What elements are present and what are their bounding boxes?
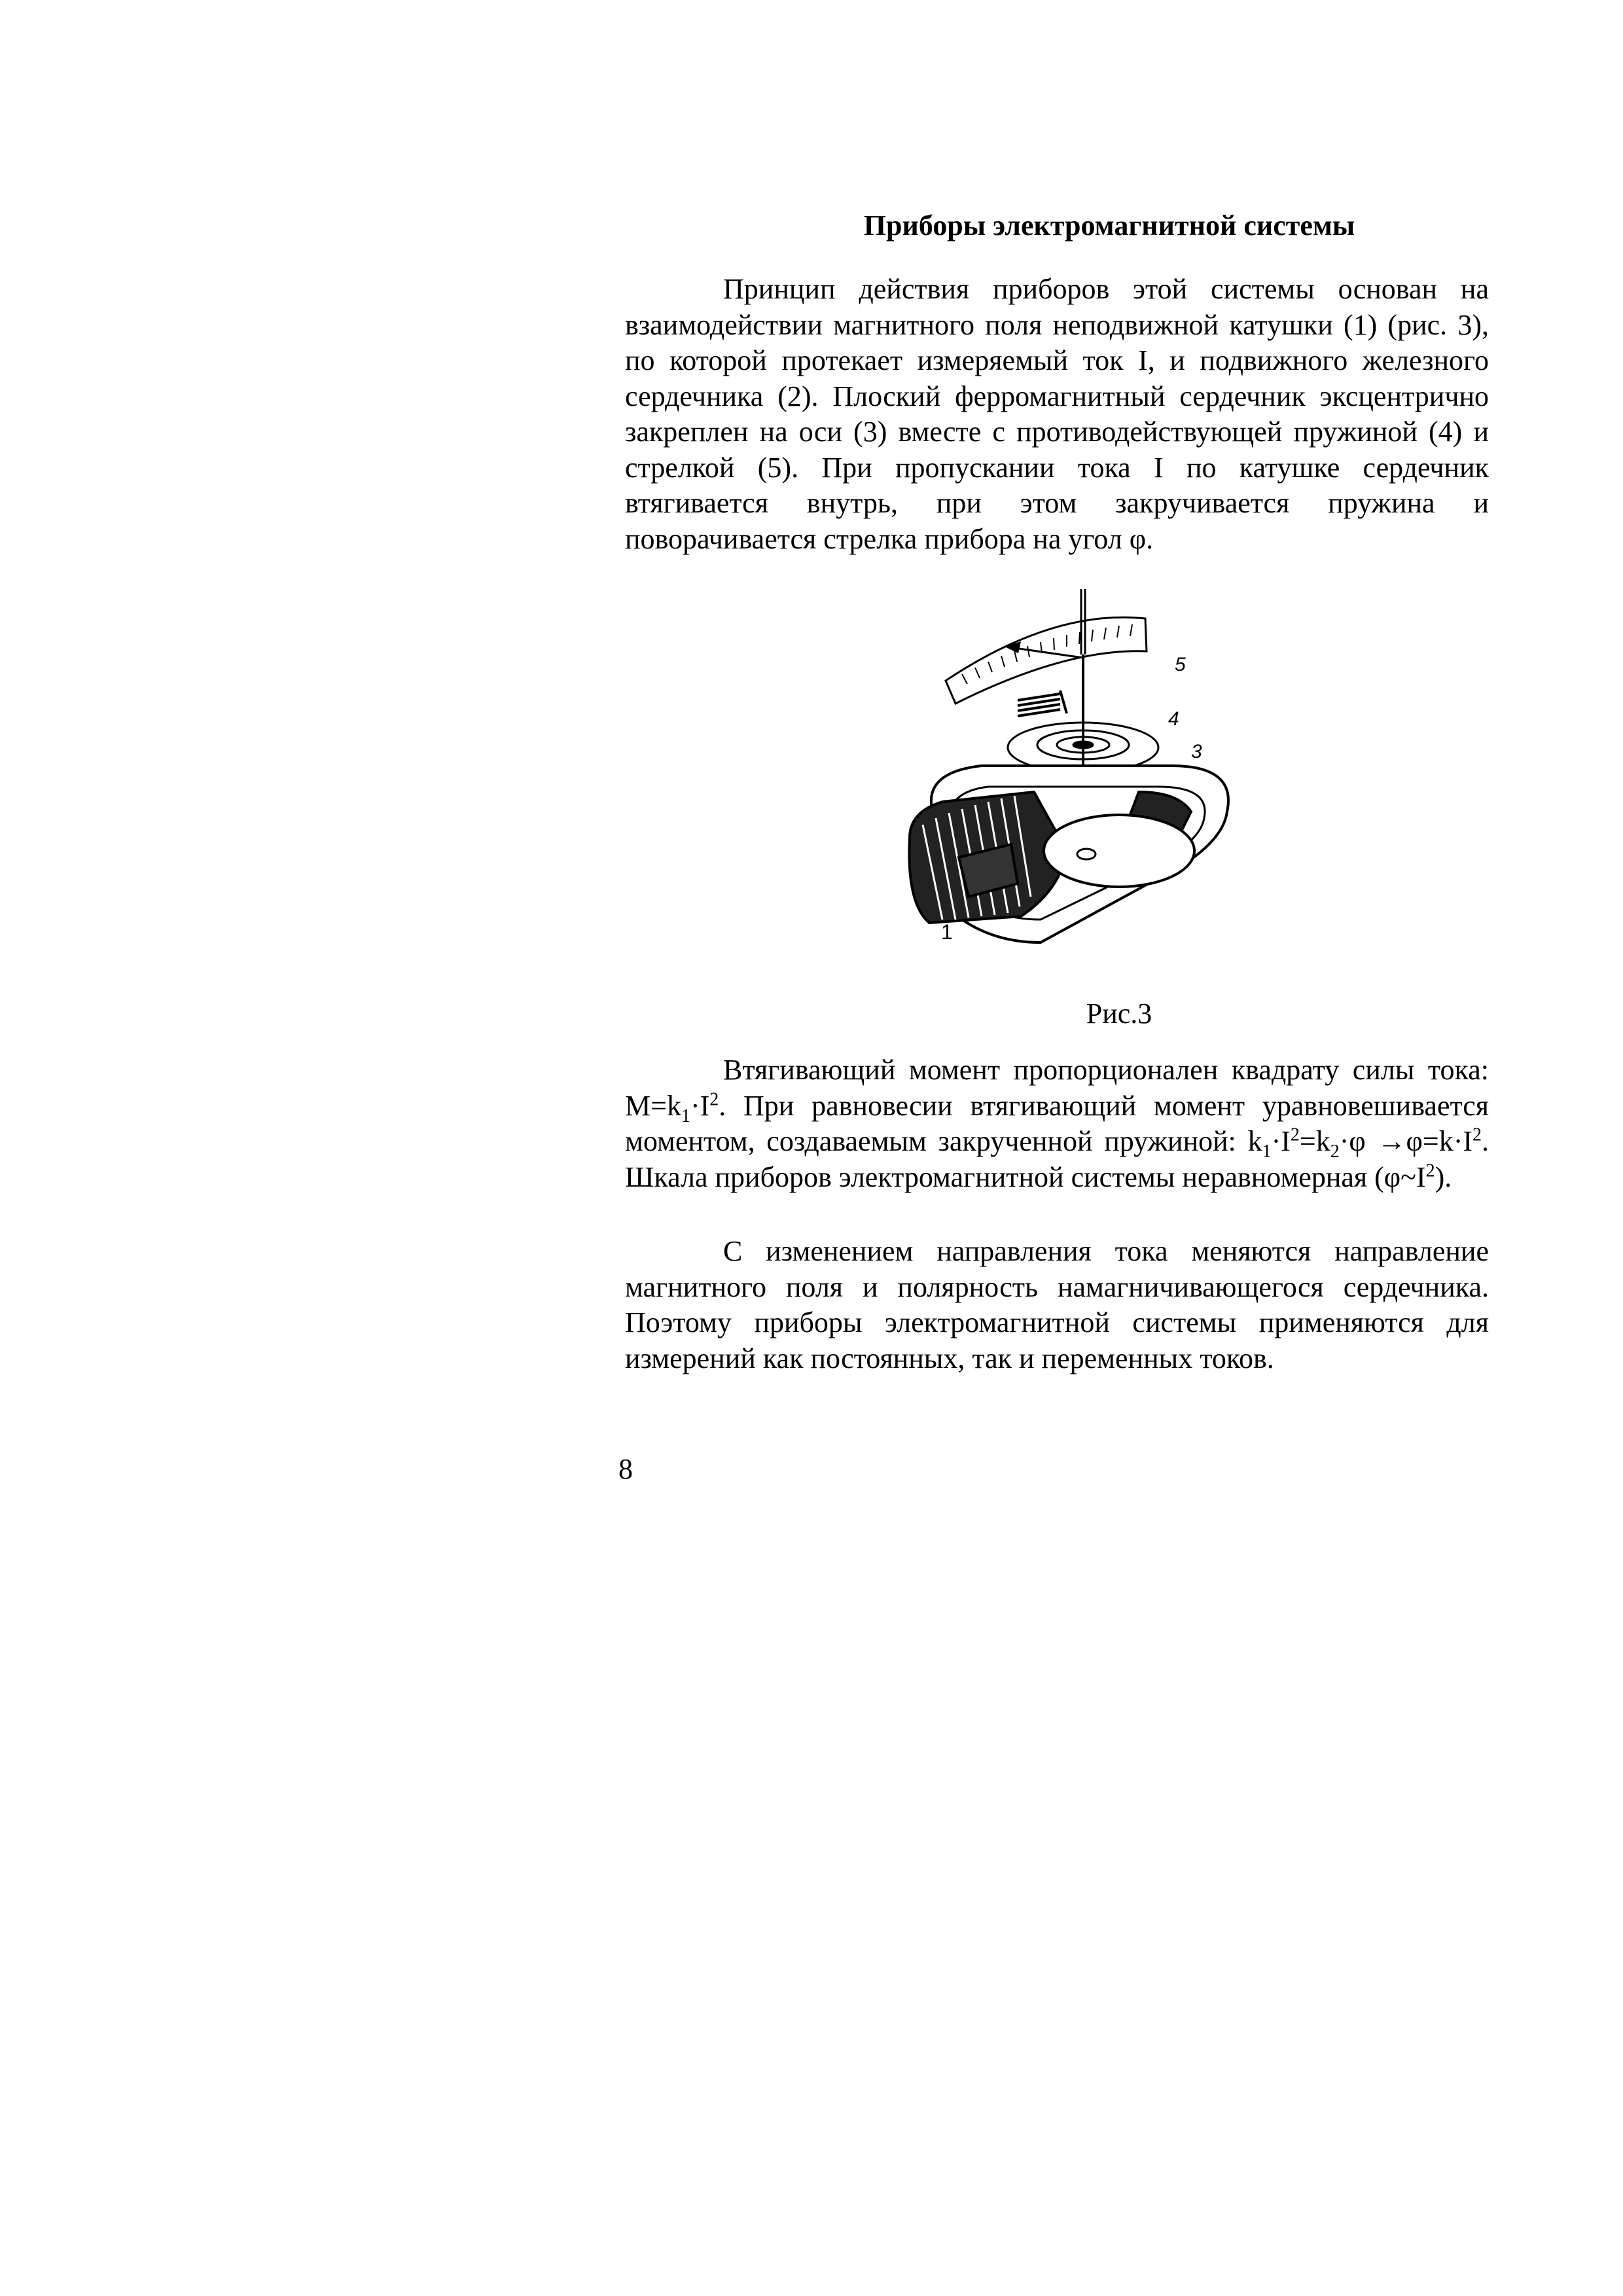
- paragraph-principle: Принцип действия приборов этой системы основан на взаимодействии магнитного поля неподвижной катушки (1) (рис. 3), по которой протекает измеряемый ток I, и подвижного железного сердечника (2). Плоский ферромагнитный сердечник эксцентрично закреплен на оси (3) вместе с противодействующей пружиной (4) и стрелкой (5). При пропускании тока I по катушке сердечник втягивается внутрь, при этом закручивается пружина и поворачивается стрелка прибора на угол φ.: [625, 273, 1489, 555]
- text-run: . При равновесии втягивающий момент уравновешивается моментом, создаваемым закрученной пружиной: k: [625, 1089, 1489, 1157]
- subscript: 1: [1262, 1141, 1272, 1162]
- text-run: ·I: [1271, 1125, 1291, 1157]
- superscript: 2: [709, 1088, 719, 1109]
- iron-core-vane: [1044, 815, 1194, 887]
- paragraph-torque: [625, 1052, 1489, 1195]
- superscript: 2: [1290, 1124, 1300, 1145]
- page-number: 8: [618, 1453, 633, 1485]
- damper-brush: [1018, 691, 1067, 716]
- text-run: ·I: [690, 1089, 710, 1122]
- text-run: . Шкала приборов электромагнитной системы неравномерная (φ~I: [625, 1125, 1489, 1193]
- subscript: 2: [1330, 1141, 1340, 1162]
- text-run: ).: [1435, 1160, 1452, 1193]
- subscript: 1: [681, 1105, 690, 1126]
- page-title: Приборы электромагнитной системы: [863, 209, 1355, 242]
- figure-label-1: 1: [941, 920, 953, 944]
- text-run: Втягивающий момент пропорционален квадрату силы тока: M=k: [625, 1054, 1489, 1122]
- figure-label-5: 5: [1175, 654, 1186, 675]
- text-run: =k: [1299, 1125, 1330, 1157]
- text-run: ·φ →φ=k·I: [1339, 1125, 1472, 1157]
- figure-label-4: 4: [1168, 708, 1179, 730]
- figure-caption: Рис.3: [1086, 997, 1152, 1030]
- superscript: 2: [1472, 1124, 1482, 1145]
- instrument-figure: [870, 576, 1276, 949]
- figure-label-3: 3: [1191, 741, 1202, 762]
- paragraph-current-direction: С изменением направления тока меняются направление магнитного поля и полярность намагничивающегося сердечника. Поэтому приборы электромагнитной системы применяются для измерений как постоянных, так и переменных токов.: [625, 1235, 1489, 1374]
- superscript: 2: [1425, 1160, 1435, 1181]
- scale-arc: [946, 617, 1147, 704]
